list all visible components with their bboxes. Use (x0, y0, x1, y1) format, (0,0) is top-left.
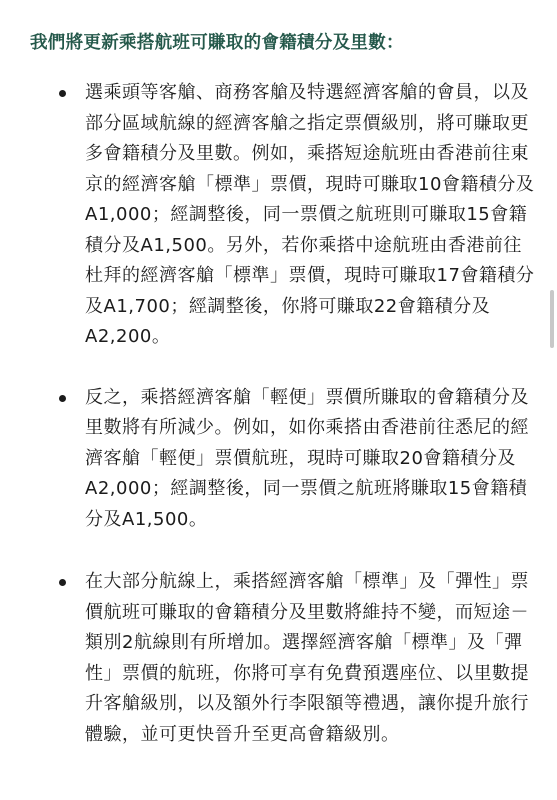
bullet-dot-icon (59, 579, 66, 586)
benefits-list (0, 78, 557, 780)
section-heading: 我們將更新乘搭航班可賺取的會籍積分及里數： (30, 33, 404, 53)
list-item (0, 567, 557, 750)
bullet-dot-icon (59, 395, 66, 402)
scrollbar[interactable] (548, 0, 554, 800)
list-item-text: 選乘頭等客艙、商務客艙及特選經濟客艙的會員，以及部分區域航線的經濟客艙之指定票價級別，將可賺取更多會籍積分及里數。例如，乘搭短途航班由香港前往東京的經濟客艙「標準」票價，現時可賺取10會籍積分及A1,000；經調整後，同一票價之航班則可賺取15會籍積分及A1,500。另外，若你乘搭中途航班由香港前往杜拜的經濟客艙「標準」票價，現時可賺取17會籍積分及A1,700；經調整後，你將可賺取22會籍積分及 A2,200。 (85, 82, 535, 347)
bullet-dot-icon (59, 90, 66, 97)
list-item (0, 78, 557, 353)
list-item (0, 383, 557, 536)
scrollbar-thumb[interactable] (550, 290, 554, 348)
list-item-text: 反之，乘搭經濟客艙「輕便」票價所賺取的會籍積分及里數將有所減少。例如，如你乘搭由香港前往悉尼的經濟客艙「輕便」票價航班，現時可賺取20會籍積分及A2,000；經調整後，同一票價之航班將賺取15會籍積分及A1,500。 (85, 386, 529, 530)
list-item-text: 在大部分航線上，乘搭經濟客艙「標準」及「彈性」票價航班可賺取的會籍積分及里數將維持不變，而短途－類別2航線則有所增加。選擇經濟客艙「標準」及「彈性」票價的航班，你將可享有免費預選座位、以里數提升客艙級別，以及額外行李限額等禮遇，讓你提升旅行體驗，並可更快晉升至更高會籍級別。 (85, 571, 529, 745)
